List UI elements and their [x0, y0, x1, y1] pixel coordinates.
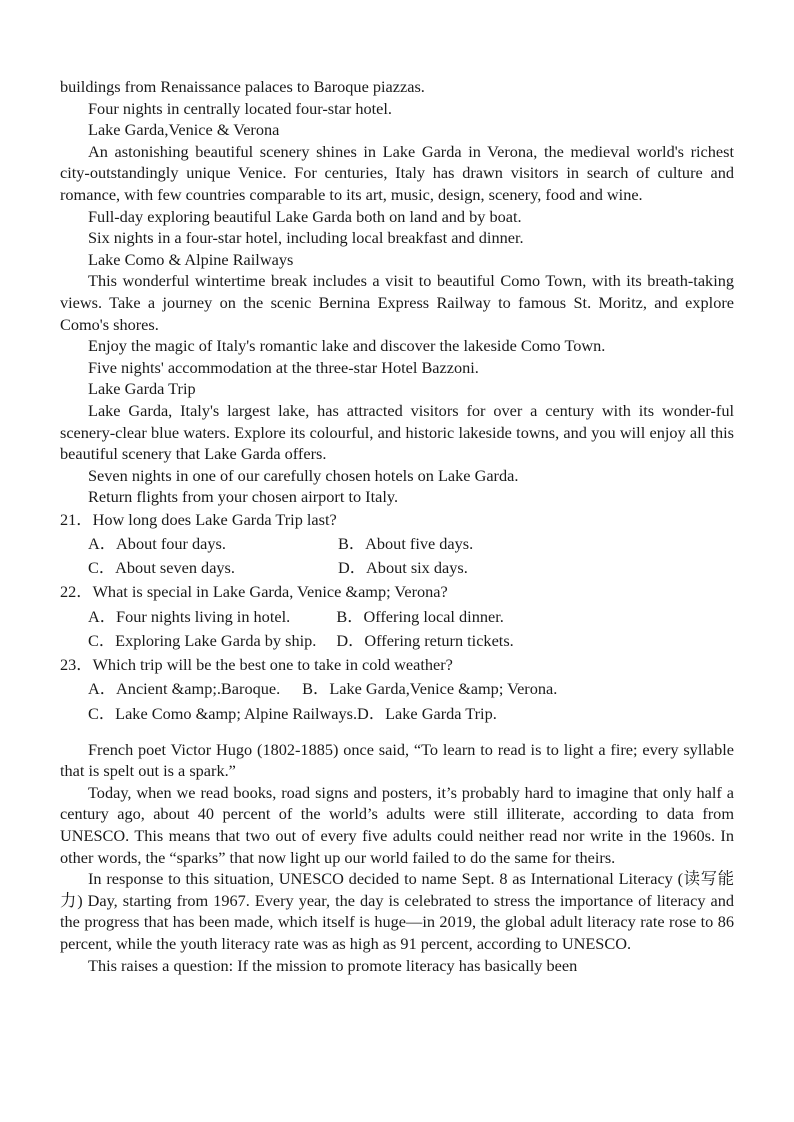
question-stem: 21．How long does Lake Garda Trip last?: [60, 509, 337, 529]
paragraph: Enjoy the magic of Italy's romantic lake and discover the lakeside Como Town.: [88, 336, 606, 356]
option: B．Lake Garda,Venice &amp; Verona.: [302, 679, 558, 699]
paragraph: Lake Garda, Italy's largest lake, has attracted visitors for over a century with its wonder-ful scenery-clear blue waters. Explore its colourful, and historic lakeside towns, and you will enjoy all this beautiful scenery that Lake Garda offers.: [60, 400, 734, 464]
section-heading: Lake Garda Trip: [88, 379, 196, 399]
exam-page: [60, 76, 734, 976]
passage-2: [60, 739, 734, 977]
option: D．About six days.: [338, 558, 468, 578]
paragraph: Four nights in centrally located four-star hotel.: [88, 98, 392, 118]
question-stem: 23．Which trip will be the best one to take in cold weather?: [60, 655, 453, 675]
paragraph: Seven nights in one of our carefully chosen hotels on Lake Garda.: [88, 465, 519, 485]
section-heading: Lake Como & Alpine Railways: [88, 249, 294, 269]
option: A．Ancient &amp;.Baroque.: [88, 679, 281, 699]
paragraph: This raises a question: If the mission to promote literacy has basically been: [88, 955, 578, 975]
paragraph: Today, when we read books, road signs and posters, it’s probably hard to imagine that only half a century ago, about 40 percent of the world’s adults were still illiterate, according to data from UNESCO. This means that two out of every five adults could neither read nor write in the 1960s. In other words, the “sparks” that now light up our world failed to do the same for theirs.: [60, 782, 734, 867]
option: C．Exploring Lake Garda by ship.: [88, 630, 317, 650]
option: C．Lake Como &amp; Alpine Railways.D．Lake Garda Trip.: [88, 703, 497, 723]
option: D．Offering return tickets.: [336, 630, 514, 650]
answer-options: [60, 605, 734, 653]
paragraph: buildings from Renaissance palaces to Baroque piazzas.: [60, 77, 425, 96]
paragraph: This wonderful wintertime break includes a visit to beautiful Como Town, with its breath-taking views. Take a journey on the scenic Bernina Express Railway to famous St. Moritz, and explore Como's shores.: [60, 271, 734, 334]
paragraph: Full-day exploring beautiful Lake Garda both on land and by boat.: [88, 206, 522, 226]
answer-options: [60, 532, 734, 580]
section-heading: Lake Garda,Venice & Verona: [88, 120, 280, 140]
question-block: [60, 508, 734, 726]
paragraph: An astonishing beautiful scenery shines in Lake Garda in Verona, the medieval world's richest city-outstandingly unique Venice. For centuries, Italy has drawn visitors in search of culture and romance, with few countries comparable to its art, music, design, scenery, food and wine.: [60, 141, 734, 204]
answer-options: [60, 702, 734, 726]
answer-options: [60, 677, 734, 701]
option: C．About seven days.: [88, 558, 235, 578]
passage-1: [60, 76, 734, 508]
option: A．About four days.: [88, 534, 226, 554]
paragraph: French poet Victor Hugo (1802-1885) once said, “To learn to read is to light a fire; every syllable that is spelt out is a spark.”: [60, 739, 734, 781]
option: B．Offering local dinner.: [336, 606, 504, 626]
option: B．About five days.: [338, 534, 474, 554]
question-stem: 22．What is special in Lake Garda, Venice &amp; Verona?: [60, 582, 448, 602]
paragraph: In response to this situation, UNESCO decided to name Sept. 8 as International Literacy (读写能力) Day, starting from 1967. Every year, the day is celebrated to stress the importance of literacy and the progress that has been made, which itself is huge—in 2019, the global adult literacy rate rose to 86 percent, while the youth literacy rate was as high as 91 percent, according to UNESCO.: [60, 869, 734, 954]
option: A．Four nights living in hotel.: [88, 606, 291, 626]
paragraph: Five nights' accommodation at the three-star Hotel Bazzoni.: [88, 357, 479, 377]
paragraph: Return flights from your chosen airport to Italy.: [88, 487, 399, 507]
paragraph: Six nights in a four-star hotel, including local breakfast and dinner.: [88, 228, 524, 248]
spacer: [60, 726, 734, 739]
